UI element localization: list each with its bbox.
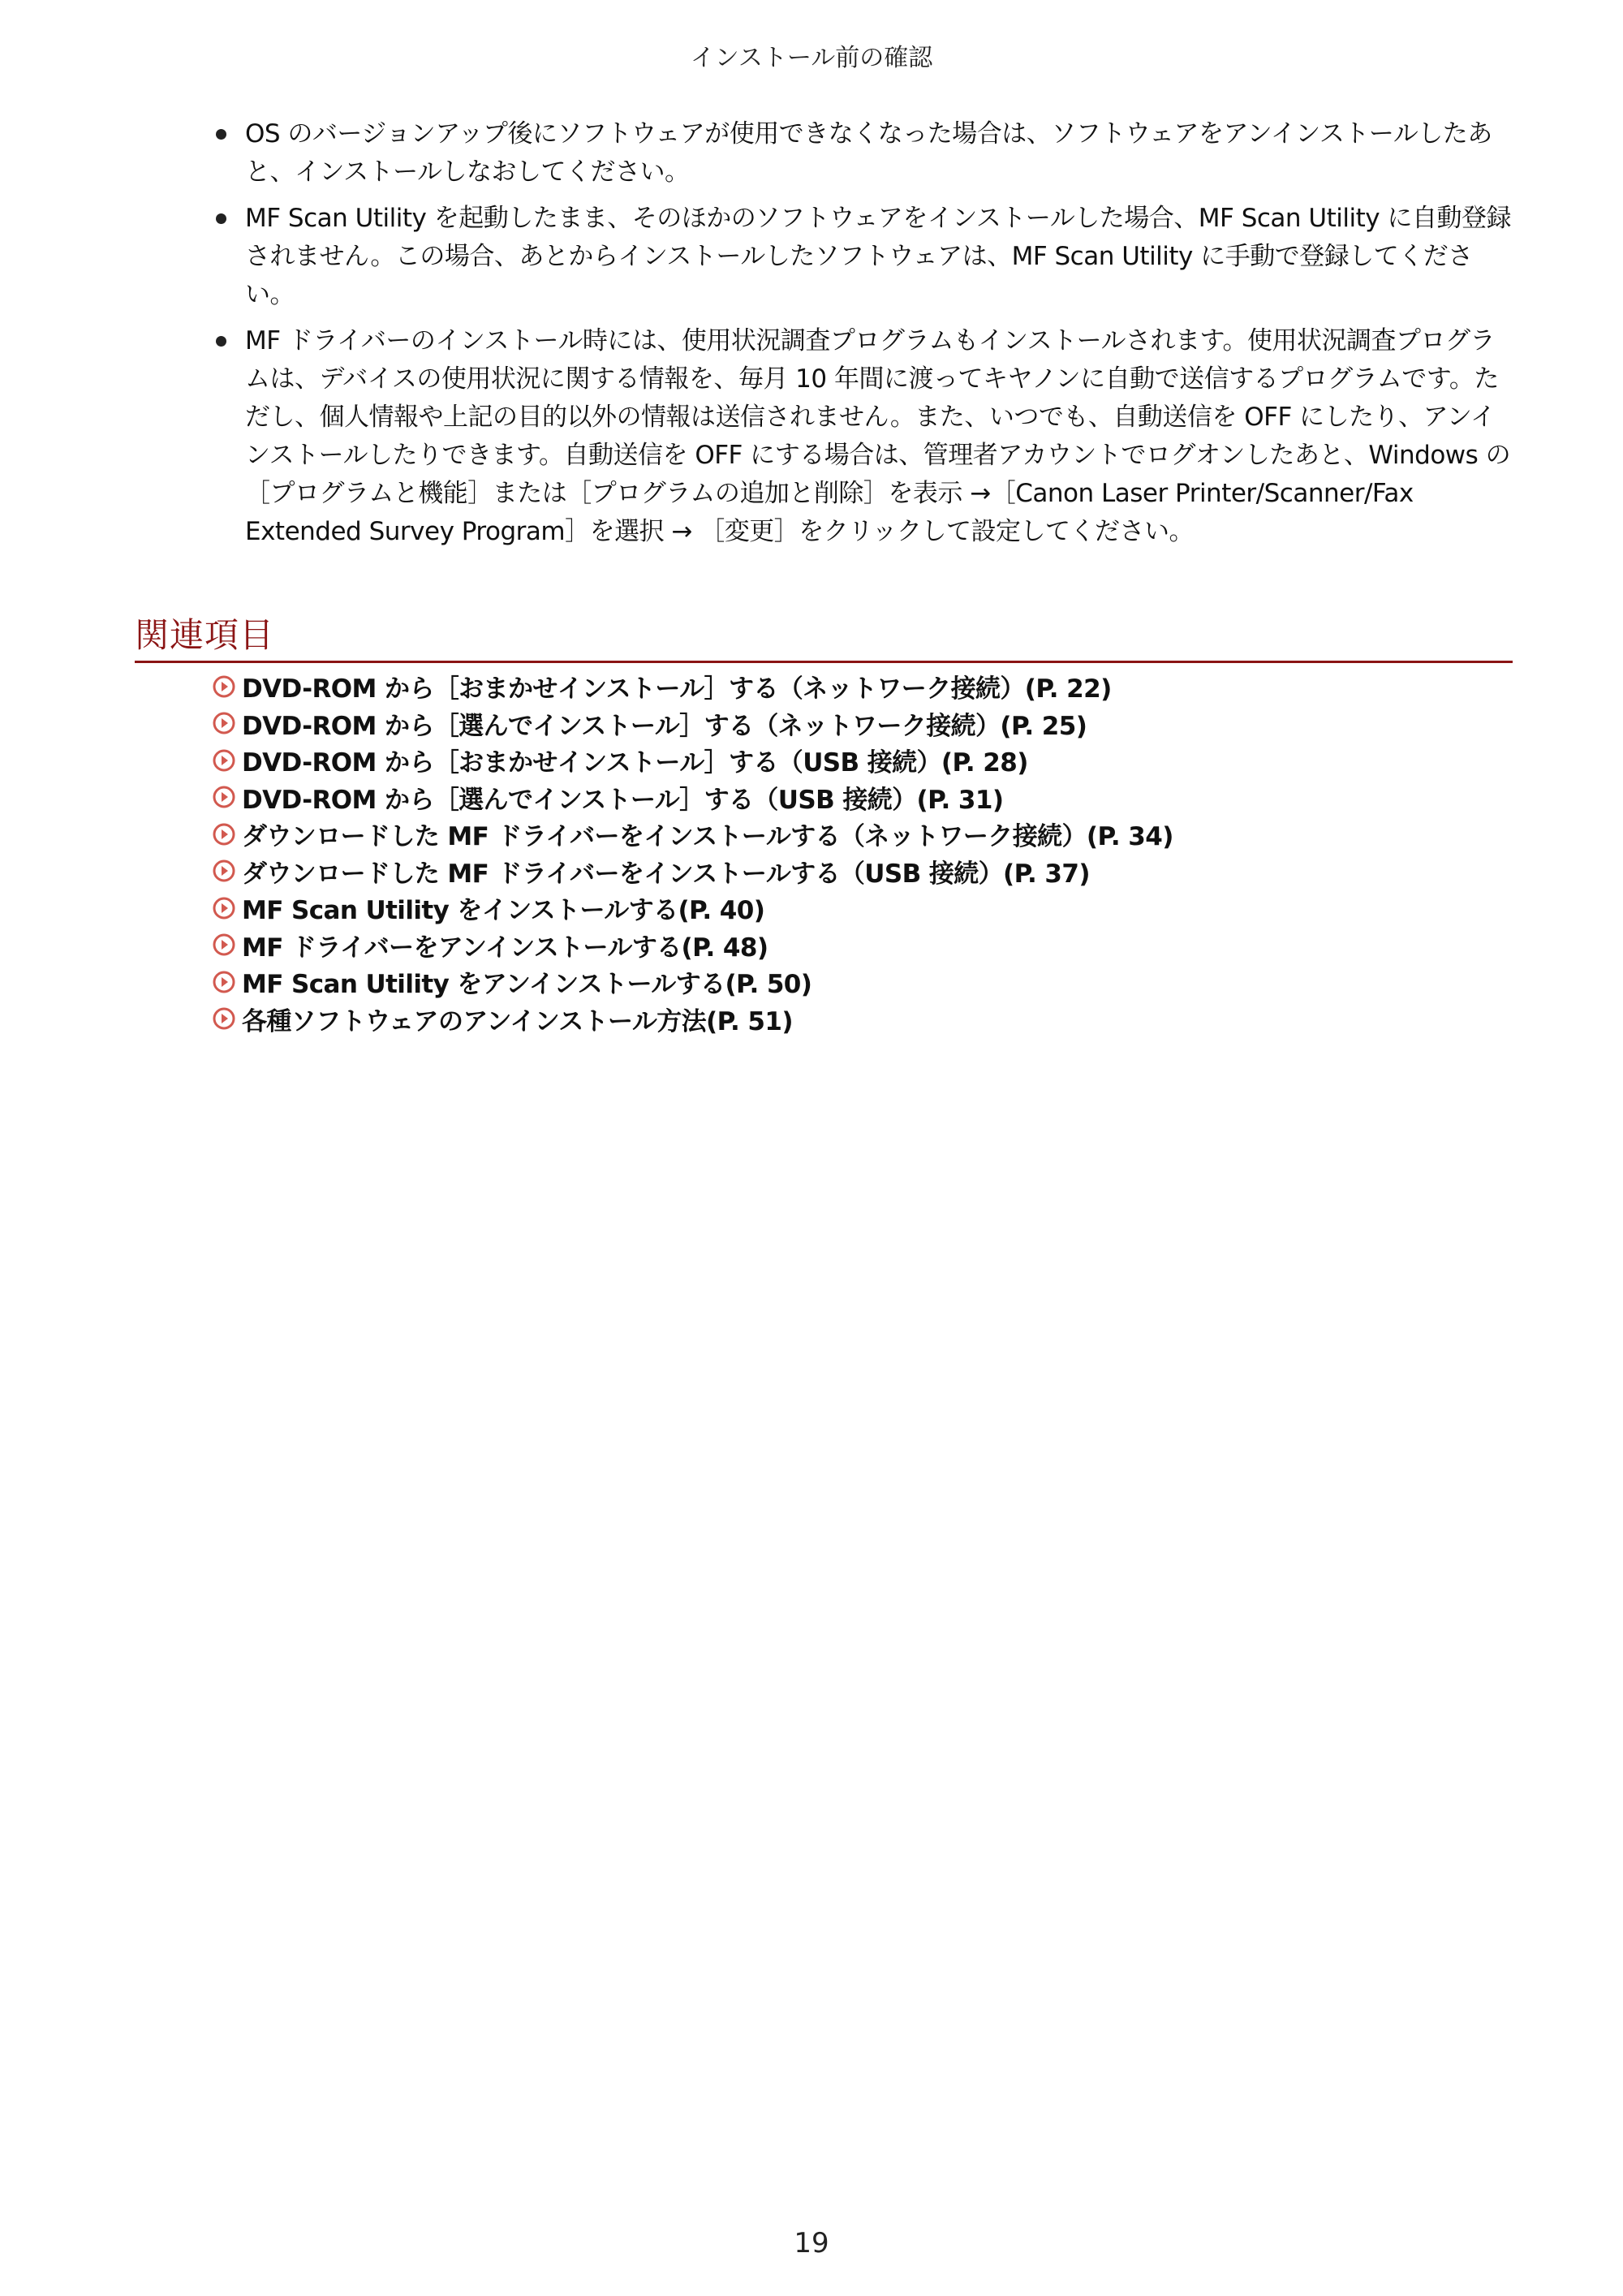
running-header: インストール前の確認	[690, 44, 933, 72]
related-link[interactable]	[213, 853, 1513, 890]
related-link-label[interactable]: DVD-ROM から［選んでインストール］する（USB 接続）(P. 31)	[242, 785, 1004, 815]
related-link-label[interactable]: DVD-ROM から［おまかせインストール］する（ネットワーク接続）(P. 22)	[242, 674, 1112, 704]
related-links-list	[135, 668, 1513, 1037]
notes-list	[213, 115, 1511, 559]
related-link[interactable]	[213, 705, 1513, 743]
related-link-label[interactable]: MF Scan Utility をアンインストールする(P. 50)	[242, 970, 812, 1000]
related-link[interactable]	[213, 1001, 1513, 1038]
circle-arrow-right-icon	[213, 823, 235, 846]
related-link-label[interactable]: MF ドライバーをアンインストールする(P. 48)	[242, 933, 768, 963]
related-topics-section	[135, 610, 1513, 1037]
bullet-icon	[216, 129, 226, 140]
note-text: MF ドライバーのインストール時には、使用状況調査プログラムもインストールされます。使用状況調査プログラムは、デバイスの使用状況に関する情報を、毎月 10 年間に渡ってキヤノンに自動で送信するプログラムです。ただし、個人情報や上記の目的以外の情報は送信されません。また、いつでも、自動送信を OFF にしたり、アンインストールしたりできます。自動送信を OFF にする場合は、管理者アカウントでログオンしたあと、Windows の［プログラムと機能］または［プログラムの追加と削除］を表示 →［Canon Laser Printer/Scanner/Fax Extended Survey Program］を選択 → ［変更］をクリックして設定してください。	[245, 326, 1511, 546]
related-link[interactable]	[213, 742, 1513, 779]
related-link-label[interactable]: DVD-ROM から［おまかせインストール］する（USB 接続）(P. 28)	[242, 748, 1028, 778]
related-link-label[interactable]: DVD-ROM から［選んでインストール］する（ネットワーク接続）(P. 25)	[242, 711, 1087, 741]
related-link-label[interactable]: ダウンロードした MF ドライバーをインストールする（ネットワーク接続）(P. 34)	[242, 822, 1173, 852]
circle-arrow-right-icon	[213, 859, 235, 882]
related-link[interactable]	[213, 890, 1513, 927]
note-text: OS のバージョンアップ後にソフトウェアが使用できなくなった場合は、ソフトウェアをアンインストールしたあと、インストールしなおしてください。	[245, 119, 1492, 187]
note-item	[213, 200, 1511, 314]
related-link[interactable]	[213, 779, 1513, 816]
related-link-label[interactable]: MF Scan Utility をインストールする(P. 40)	[242, 896, 765, 926]
note-item	[213, 115, 1511, 192]
heading-divider	[135, 661, 1513, 663]
note-item	[213, 322, 1511, 551]
circle-arrow-right-icon	[213, 749, 235, 772]
circle-arrow-right-icon	[213, 897, 235, 920]
related-link-label[interactable]: ダウンロードした MF ドライバーをインストールする（USB 接続）(P. 37)	[242, 859, 1090, 889]
bullet-icon	[216, 336, 226, 347]
related-link[interactable]	[213, 816, 1513, 853]
related-link[interactable]	[213, 963, 1513, 1001]
circle-arrow-right-icon	[213, 675, 235, 698]
bullet-icon	[216, 213, 226, 224]
note-text: MF Scan Utility を起動したまま、そのほかのソフトウェアをインストールした場合、MF Scan Utility に自動登録されません。この場合、あとからインストールしたソフトウェアは、MF Scan Utility に手動で登録してください。	[245, 204, 1511, 309]
circle-arrow-right-icon	[213, 786, 235, 808]
related-link[interactable]	[213, 927, 1513, 964]
related-link-label[interactable]: 各種ソフトウェアのアンインストール方法(P. 51)	[242, 1006, 793, 1036]
page-number: 19	[794, 2227, 829, 2259]
circle-arrow-right-icon	[213, 712, 235, 734]
circle-arrow-right-icon	[213, 933, 235, 956]
circle-arrow-right-icon	[213, 971, 235, 993]
related-link[interactable]	[213, 668, 1513, 705]
related-topics-heading: 関連項目	[135, 615, 275, 655]
circle-arrow-right-icon	[213, 1007, 235, 1030]
